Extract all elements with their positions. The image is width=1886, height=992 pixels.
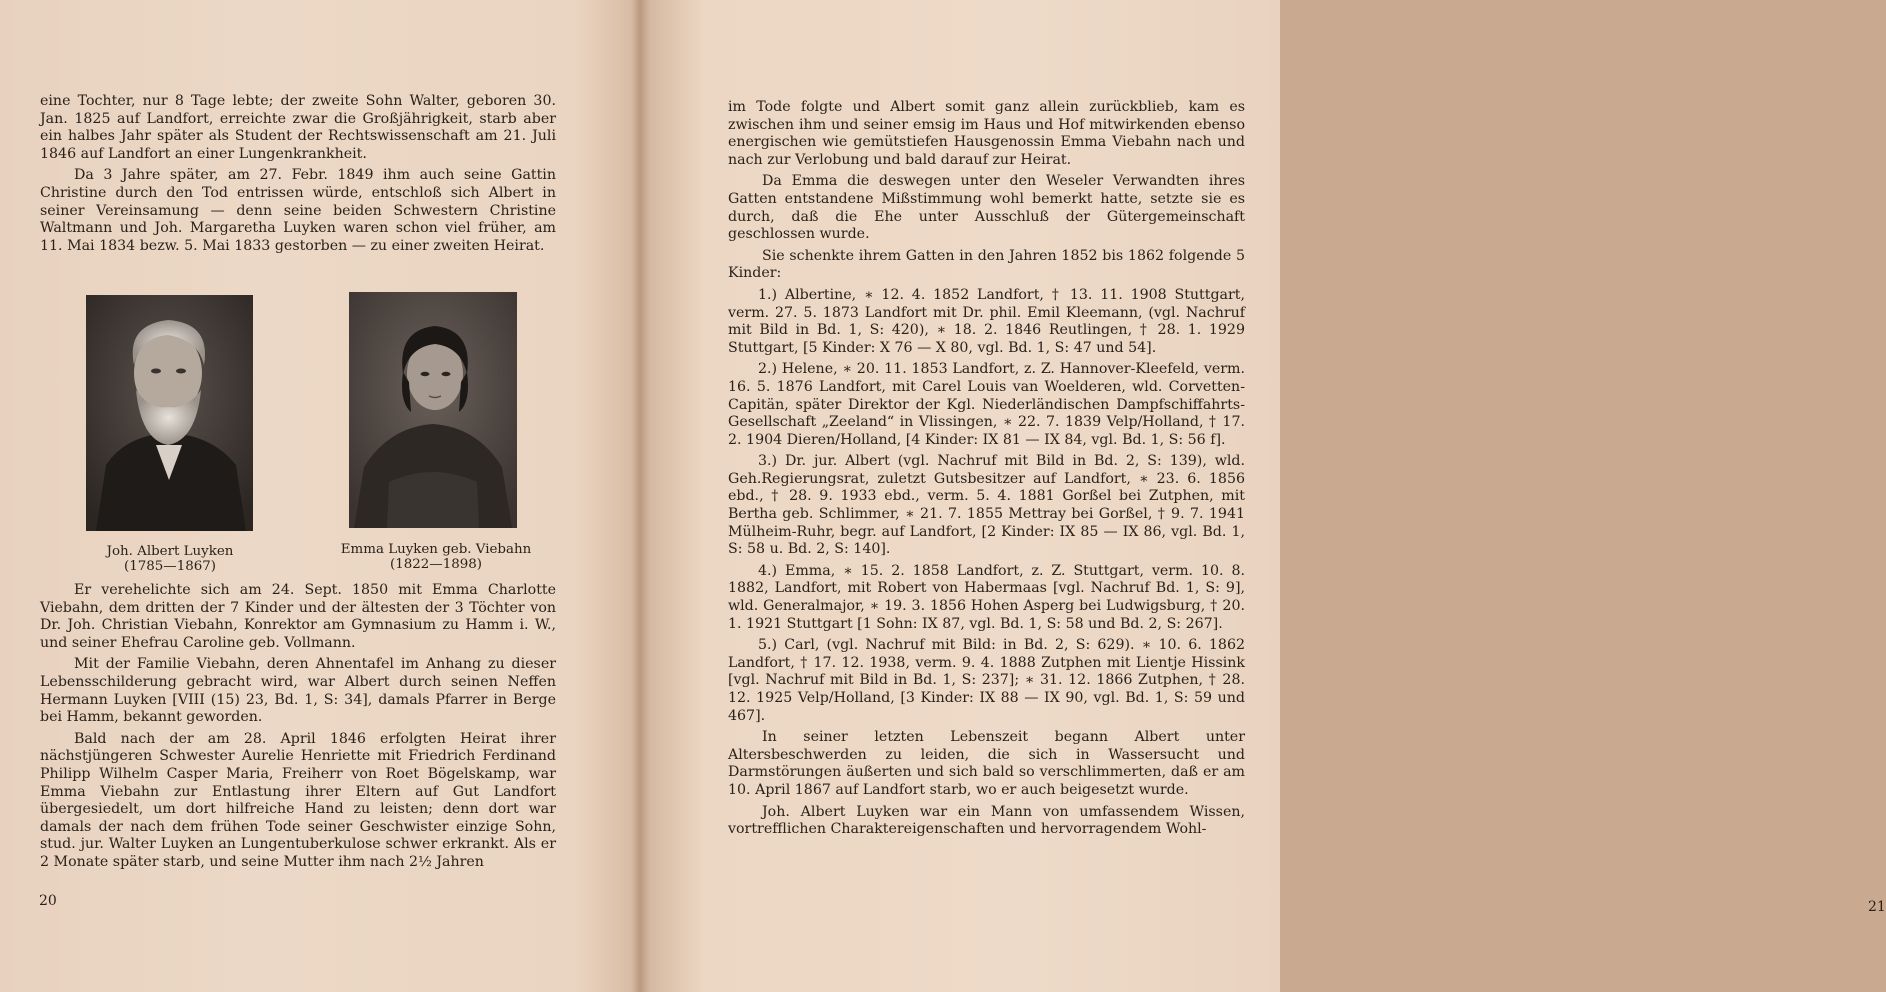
child-entry: 3.) Dr. jur. Albert (vgl. Nachruf mit Bild in Bd. 2, S: 139), wld. Geh.Regierungsrat, zuletzt Gutsbesitzer auf Landfort, ∗ 23. 6. 1856 ebd., † 28. 9. 1933 ebd., verm. 5. 4. 1881 Gorßel bei Zutphen, mit Bertha geb. Schlimmer, ∗ 21. 7. 1855 Mettray bei Gorßel, † 9. 7. 1941 Mülheim-Ruhr, begr. auf Landfort, [2 Kinder: IX 85 — IX 86, vgl. Bd. 1, S: 58 u. Bd. 2, S: 140]. (728, 453, 1245, 558)
paragraph: In seiner letzten Lebenszeit begann Albert unter Altersbeschwerden zu leiden, die sich in Wassersucht und Darmstörungen äußerten und sich bald so verschlimmerten, daß er am 10. April 1867 auf Landfort starb, wo er auch beigesetzt wurde. (728, 729, 1245, 798)
caption-dates: (1822—1898) (390, 557, 482, 572)
right-page (640, 0, 1886, 992)
page-number-right: 21 (1868, 899, 1886, 915)
paragraph: eine Tochter, nur 8 Tage lebte; der zweite Sohn Walter, geboren 30. Jan. 1825 auf Landfort, erreichte zwar die Großjährigkeit, starb aber ein halbes Jahr später als Student der Rechtswissenschaft am 21. Juli 1846 auf Landfort an einer Lungenkrankheit. (40, 93, 556, 162)
left-text-top (40, 93, 556, 255)
caption-albert (60, 544, 280, 574)
portrait-emma-luyken (349, 292, 517, 528)
portrait-joh-albert-luyken (86, 295, 253, 531)
caption-emma (320, 542, 552, 572)
right-text (728, 99, 1245, 839)
child-entry: 2.) Helene, ∗ 20. 11. 1853 Landfort, z. Z. Hannover-Kleefeld, verm. 16. 5. 1876 Landfort, mit Carel Louis van Woelderen, wld. Corvetten-Capitän, später Direktor der Kgl. Niederländischen Dampfschiffahrts-Gesellschaft „Zeeland“ in Vlissingen, ∗ 22. 7. 1839 Velp/Holland, † 17. 2. 1904 Dieren/Holland, [4 Kinder: IX 81 — IX 84, vgl. Bd. 1, S: 56 f]. (728, 361, 1245, 448)
paragraph: Sie schenkte ihrem Gatten in den Jahren 1852 bis 1862 folgende 5 Kinder: (728, 247, 1245, 282)
portrait-man-image (86, 295, 253, 531)
left-text-bottom (40, 582, 556, 872)
caption-name: Joh. Albert Luyken (106, 544, 234, 559)
child-entry: 4.) Emma, ∗ 15. 2. 1858 Landfort, z. Z. Stuttgart, verm. 10. 8. 1882, Landfort, mit Robert von Habermaas [vgl. Nachruf Bd. 1, S: 9], wld. Generalmajor, ∗ 19. 3. 1856 Hohen Asperg bei Ludwigsburg, † 20. 1. 1921 Stuttgart [1 Sohn: IX 87, vgl. Bd. 1, S: 58 und Bd. 2, S: 267]. (728, 562, 1245, 632)
page-number-left: 20 (39, 893, 57, 909)
paragraph: im Tode folgte und Albert somit ganz allein zurückblieb, kam es zwischen ihm und seiner emsig im Haus und Hof mitwirkenden ebenso energischen wie gemütstiefen Hausgenossin Emma Viebahn nach und nach zur Verlobung und bald darauf zur Heirat. (728, 99, 1245, 168)
left-page (0, 0, 640, 992)
child-entry: 5.) Carl, (vgl. Nachruf mit Bild: in Bd. 2, S: 629). ∗ 10. 6. 1862 Landfort, † 17. 12. 1938, verm. 9. 4. 1888 Zutphen mit Lientje Hissink [vgl. Nachruf mit Bild in Bd. 1, S: 237]; ∗ 31. 12. 1866 Zutphen, † 28. 12. 1925 Velp/Holland, [3 Kinder: IX 88 — IX 90, vgl. Bd. 1, S: 59 und 467]. (728, 637, 1245, 724)
child-entry: 1.) Albertine, ∗ 12. 4. 1852 Landfort, † 13. 11. 1908 Stuttgart, verm. 27. 5. 1873 Landfort mit Dr. phil. Emil Kleemann, (vgl. Nachruf mit Bild in Bd. 1, S: 420), ∗ 18. 2. 1846 Reutlingen, † 28. 1. 1929 Stuttgart, [5 Kinder: X 76 — X 80, vgl. Bd. 1, S: 47 und 54]. (728, 286, 1245, 356)
paragraph: Joh. Albert Luyken war ein Mann von umfassendem Wissen, vortrefflichen Charaktereigenschaften und hervorragendem Wohl- (728, 803, 1245, 838)
caption-dates: (1785—1867) (124, 559, 216, 574)
paragraph: Er verehelichte sich am 24. Sept. 1850 mit Emma Charlotte Viebahn, dem dritten der 7 Kinder und der ältesten der 3 Töchter von Dr. Joh. Christian Viebahn, Konrektor am Gymnasium zu Hamm i. W., und seiner Ehefrau Caroline geb. Vollmann. (40, 582, 556, 651)
paragraph: Da 3 Jahre später, am 27. Febr. 1849 ihm auch seine Gattin Christine durch den Tod entrissen würde, entschloß sich Albert in seiner Vereinsamung — denn seine beiden Schwestern Christine Waltmann und Joh. Margaretha Luyken waren schon viel früher, am 11. Mai 1834 bezw. 5. Mai 1833 gestorben — zu einer zweiten Heirat. (40, 167, 556, 254)
paragraph: Bald nach der am 28. April 1846 erfolgten Heirat ihrer nächstjüngeren Schwester Aurelie Henriette mit Friedrich Ferdinand Philipp Wilhelm Casper Maria, Freiherr von Roet Bögelskamp, war Emma Viebahn zur Entlastung ihrer Eltern auf Gut Landfort übergesiedelt, um dort hilfreiche Hand zu leisten; denn dort war damals der nach dem frühen Tode seiner Geschwister einzige Sohn, stud. jur. Walter Luyken an Lungentuberkulose schwer erkrankt. Als er 2 Monate später starb, und seine Mutter ihm nach 2½ Jahren (40, 730, 556, 870)
portrait-woman-image (349, 292, 517, 528)
paragraph: Da Emma die deswegen unter den Weseler Verwandten ihres Gatten entstandene Mißstimmung wohl bemerkt hatte, setzte sie es durch, daß die Ehe unter Ausschluß der Gütergemeinschaft geschlossen wurde. (728, 173, 1245, 243)
caption-name: Emma Luyken geb. Viebahn (340, 542, 532, 557)
paragraph: Mit der Familie Viebahn, deren Ahnentafel im Anhang zu dieser Lebensschilderung gebracht wird, war Albert durch seinen Neffen Hermann Luyken [VIII (15) 23, Bd. 1, S: 34], damals Pfarrer in Berge bei Hamm, bekannt geworden. (40, 656, 556, 726)
